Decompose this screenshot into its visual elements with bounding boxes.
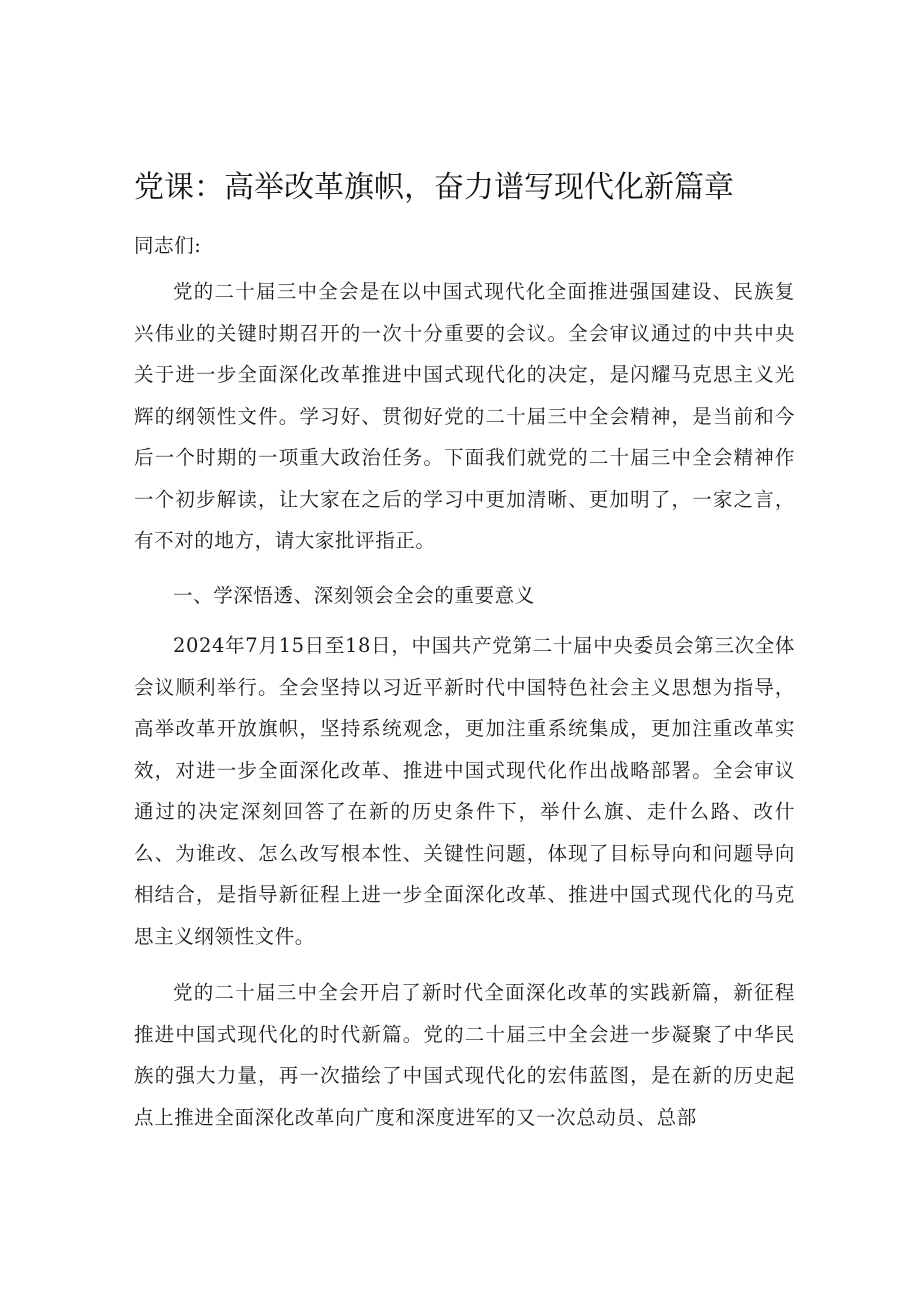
paragraph-meeting-summary: 2024年7月15日至18日，中国共产党第二十届中央委员会第三次全体会议顺利举行。全会坚持以习近平新时代中国特色社会主义思想为指导，高举改革开放旗帜，坚持系统观念，更加注重系统集成，更加注重改革实效，对进一步全面深化改革、推进中国式现代化作出战略部署。全会审议通过的决定深刻回答了在新的历史条件下，举什么旗、走什么路、改什么、为谁改、怎么改写根本性、关键性问题，体现了目标导向和问题导向相结合，是指导新征程上进一步全面深化改革、推进中国式现代化的马克思主义纲领性文件。 [134, 634, 795, 948]
salutation: 同志们: [134, 234, 202, 257]
paragraph-intro: 党的二十届三中全会是在以中国式现代化全面推进强国建设、民族复兴伟业的关键时期召开的一次十分重要的会议。全会审议通过的中共中央关于进一步全面深化改革推进中国式现代化的决定，是闪耀马克思主义光辉的纲领性文件。学习好、贯彻好党的二十届三中全会精神，是当前和今后一个时期的一项重大政治任务。下面我们就党的二十届三中全会精神作一个初步解读，让大家在之后的学习中更加清晰、更加明了，一家之言，有不对的地方，请大家批评指正。 [134, 280, 795, 552]
section-heading: 一、学深悟透、深刻领会全会的重要意义 [173, 584, 535, 607]
paragraph-significance: 党的二十届三中全会开启了新时代全面深化改革的实践新篇，新征程推进中国式现代化的时代新篇。党的二十届三中全会进一步凝聚了中华民族的强大力量，再一次描绘了中国式现代化的宏伟蓝图，是在新的历史起点上推进全面深化改革向广度和深度进军的又一次总动员、总部 [134, 981, 795, 1129]
document-title: 党课：高举改革旗帜，奋力谱写现代化新篇章 [134, 170, 734, 205]
